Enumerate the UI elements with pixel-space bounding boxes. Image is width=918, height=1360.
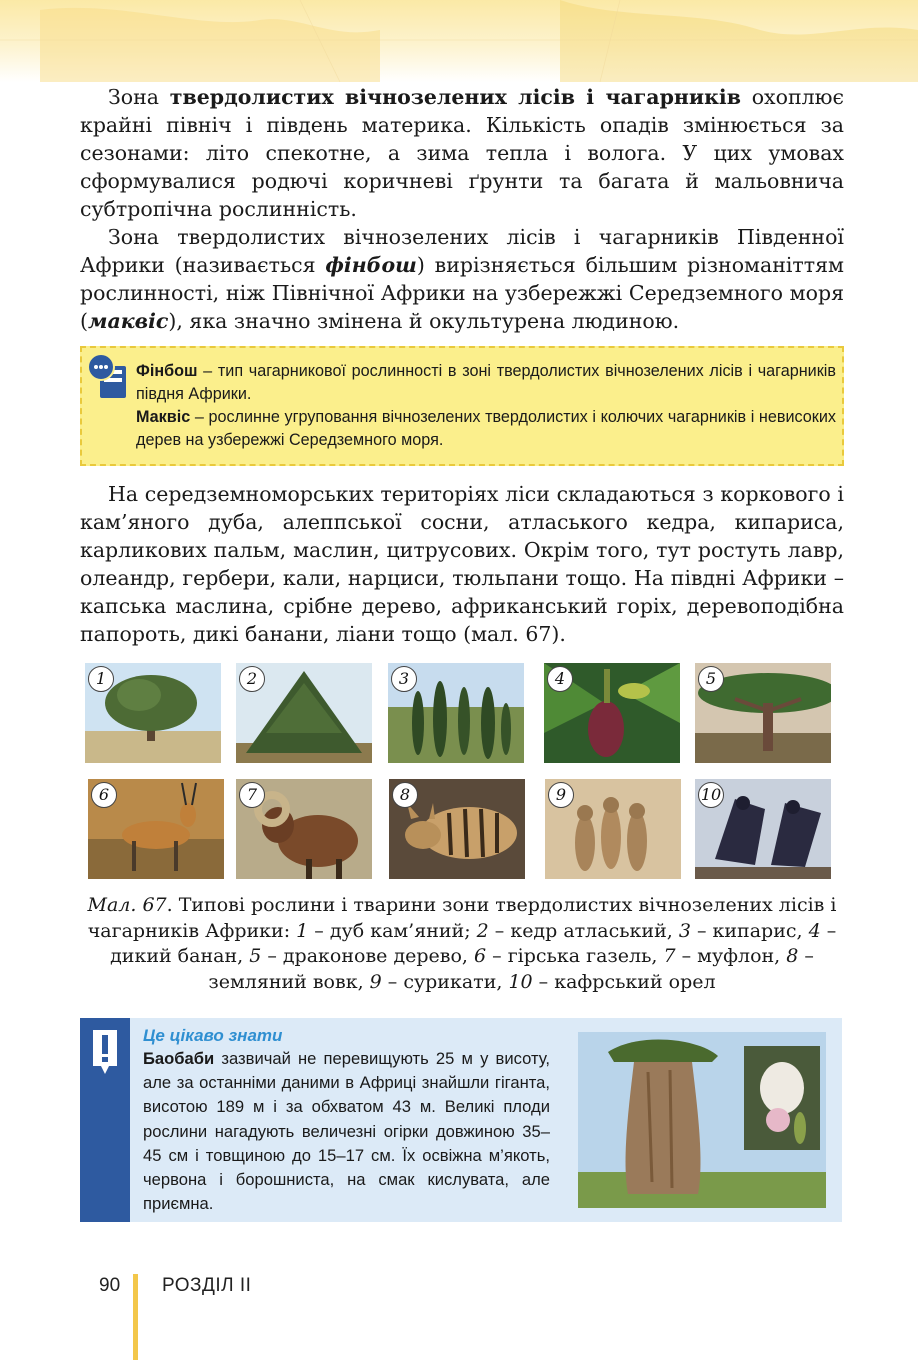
paragraph-1 <box>80 83 844 223</box>
definitions-text <box>136 360 836 452</box>
para2-part3: ), яка значно змінена й окультурена людиною. <box>168 309 680 333</box>
photo-stone-oak <box>85 663 221 763</box>
caption-num: 6 <box>474 945 487 967</box>
caption-num: 10 <box>508 970 533 993</box>
header-decoration <box>0 0 918 82</box>
definition-box <box>80 346 844 466</box>
caption-intro: . Типові рослини і тварини зони твердолистих вічнозелених лісів і чагарників Африки: <box>87 894 837 942</box>
photo-number: 3 <box>391 666 417 692</box>
photo-number: 2 <box>239 666 265 692</box>
para1-rest: охоплює крайні північ і південь материка. Кількість опадів змінюється за сезонами: літо спекотне, а зима тепла і волога. У цих умовах сформувалися родючі коричневі ґрунти та багата й мальовнича субтропічна рослинність. <box>80 85 844 221</box>
caption-num: 9 <box>369 970 382 993</box>
photo-number: 6 <box>91 782 117 808</box>
caption-num: 1 <box>296 919 309 942</box>
para1-bold-term: твердолистих вічнозелених лісів і чагарників <box>169 85 741 109</box>
caption-item: – драконове дерево, <box>261 945 475 967</box>
para2-part2: ) вирізняється більшим різноманіттям рослинності, ніж Північної Африки на узбережжі Середземного моря ( <box>80 253 844 333</box>
dictionary-chat-icon <box>86 352 130 404</box>
baobab-image <box>578 1032 826 1208</box>
page-number: 90 <box>99 1275 121 1296</box>
paragraph-2 <box>80 223 844 335</box>
definition-term: Маквіс <box>136 408 191 426</box>
caption-label: Мал. 67 <box>87 894 167 916</box>
caption-item: – земляний вовк, <box>208 945 814 993</box>
paragraph-3 <box>80 480 844 648</box>
definition-body: – тип чагарникової рослинності в зоні твердолистих вічнозелених лісів і чагарників півдня Африки. <box>136 362 836 403</box>
caption-num: 4 <box>808 919 821 942</box>
definition-finbosh <box>136 360 836 406</box>
caption-item: – дуб кам’яний; <box>308 919 477 942</box>
photo-number: 10 <box>698 782 724 808</box>
world-map-decoration-icon <box>0 0 918 82</box>
term-makvis: маквіс <box>88 309 169 333</box>
photo-cypress <box>388 663 524 763</box>
caption-item: – гірська газель, <box>486 945 664 967</box>
photo-atlas-cedar <box>236 663 372 763</box>
definition-makvis <box>136 406 836 452</box>
baobab-photo <box>578 1032 826 1208</box>
fun-fact-body: зазвичай не перевищують 25 м у висоту, але за останніми даними в Африці знайшли гіганта, висотою 189 м і за обхватом 43 м. Великі плоди рослини нагадують величезні огірки довжиною 35–45 см і товщиною до 15–17 см. Їх освіжна м’якоть, червона і борошниста, на смак кислувата, але приємна. <box>143 1049 550 1214</box>
exclamation-icon <box>91 1028 119 1084</box>
para1-start: Зона <box>108 85 170 109</box>
para2-part1: Зона твердолистих вічнозелених лісів і чагарників Південної Африки (називається <box>80 225 844 277</box>
fun-fact-text <box>143 1047 550 1216</box>
caption-num: 5 <box>249 945 262 967</box>
fun-fact-sidebar <box>80 1018 130 1222</box>
caption-num: 7 <box>663 945 676 967</box>
caption-item: – кедр атласький, <box>488 919 679 942</box>
figure-caption <box>80 893 844 995</box>
footer-accent-bar <box>133 1274 138 1360</box>
para3-text: На середземноморських територіях ліси складаються з коркового і кам’яного дуба, алеппської сосни, атласького кедра, кипариса, карликових пальм, маслин, цитрусових. Окрім того, тут ростуть лавр, олеандр, гербери, кали, нарциси, тюльпани тощо. На півдні Африки – капська маслина, срібне дерево, африканський горіх, деревоподібна папороть, дикі банани, ліани тощо (мал. 67). <box>80 482 844 646</box>
photo-aardwolf <box>389 779 525 879</box>
photo-verreaux-eagle <box>695 779 831 879</box>
caption-item: – кафрський орел <box>532 970 716 993</box>
photo-number: 8 <box>392 782 418 808</box>
photo-dragon-tree <box>695 663 831 763</box>
photo-number: 7 <box>239 782 265 808</box>
photo-mountain-gazelle <box>88 779 224 879</box>
photo-number: 4 <box>547 666 573 692</box>
photo-number: 5 <box>698 666 724 692</box>
definition-term: Фінбош <box>136 362 198 380</box>
fun-fact-box <box>80 1018 842 1222</box>
caption-item: – кипарис, <box>690 919 809 942</box>
caption-num: 2 <box>476 919 489 942</box>
photo-meerkats <box>545 779 681 879</box>
photo-number: 1 <box>88 666 114 692</box>
caption-item: – дикий банан, <box>110 919 837 967</box>
photo-mouflon <box>236 779 372 879</box>
fun-fact-title: Це цікаво знати <box>143 1026 283 1045</box>
photo-wild-banana <box>544 663 680 763</box>
fun-fact-term: Баобаби <box>143 1049 215 1068</box>
caption-item: – муфлон, <box>675 945 787 967</box>
caption-num: 3 <box>678 919 691 942</box>
section-title: РОЗДІЛ II <box>162 1275 252 1296</box>
caption-num: 8 <box>786 945 799 967</box>
definition-body: – рослинне угруповання вічнозелених твердолистих і колючих чагарників і невисоких дерев на узбережжі Середземного моря. <box>136 408 836 449</box>
photo-number: 9 <box>548 782 574 808</box>
caption-item: – сурикати, <box>381 970 509 993</box>
term-finbosh: фінбош <box>325 253 417 277</box>
